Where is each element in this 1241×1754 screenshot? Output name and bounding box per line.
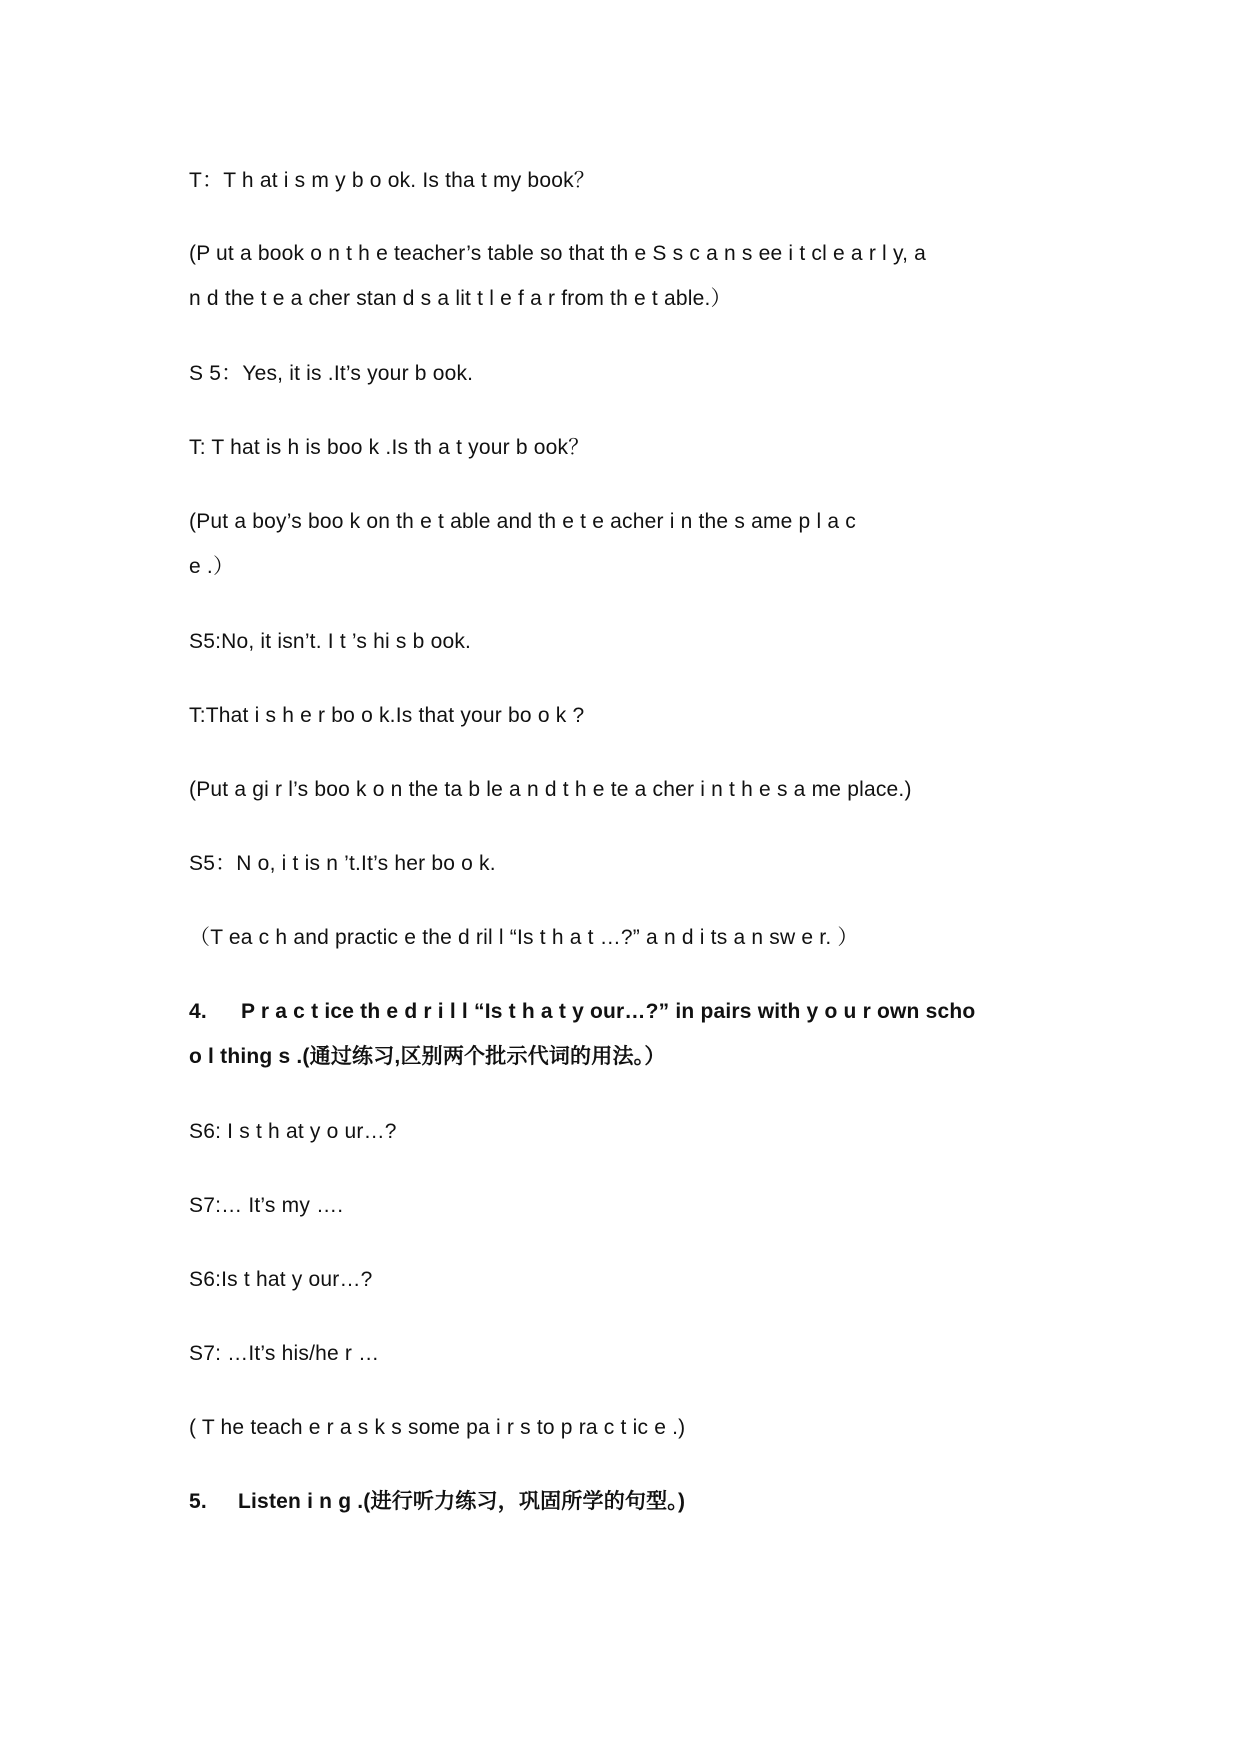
section-4-text-line2: o l thing s .(通过练习,区别两个批示代词的用法。） [189,1045,666,1068]
section-4-number: 4. [189,1000,207,1023]
text-line-teach-and-practice: （T ea c h and practic e the d ril l “Is t h a t …?” a n d i ts a n sw e r. ） [189,926,859,949]
section-5-number: 5. [189,1490,207,1513]
text-line-t-that-is-her-book: T:That i s h e r bo o k.Is that your bo o k ? [189,704,585,727]
text-line-s5-yes: S 5：Yes, it is .It’s your b ook. [189,362,474,385]
section-4-heading [189,999,1069,1025]
text-line-s5-no-her-book: S5：N o, i t is n ’t.It’s her bo o k. [189,852,496,875]
text-line-put-boys-book: (Put a boy’s boo k on th e t able and th e t e acher i n the s ame p l a c [189,510,856,533]
text-line-place-end: e .） [189,555,235,578]
section-4-text-line1: P r a c t ice th e d r i l l “Is t h a t y our…?” in pairs with y o u r own scho [241,1000,976,1023]
section-5-heading [189,1489,1069,1515]
text-line-teacher-asks-pairs: ( T he teach e r a s k s some pa i r s to p ra c t ic e .) [189,1416,686,1439]
text-line-put-girls-book: (Put a gi r l’s boo k o n the ta b le a n d t h e te a cher i n t h e s a me place.) [189,778,912,801]
text-line-s7-his-her: S7: …It’s his/he r … [189,1342,380,1365]
text-line-s6-is-that-your-2: S6:Is t hat y our…? [189,1268,373,1291]
text-line-s7-its-my: S7:… It’s my …. [189,1194,344,1217]
text-line-t-that-is-my-book: T：T h at i s m y b o ok. Is tha t my book？ [189,169,595,192]
text-line-s5-no-his-book: S5:No, it isn’t. I t ’s hi s b ook. [189,630,472,653]
section-5-text: Listen i n g .(进行听力练习，巩固所学的句型。) [238,1490,686,1513]
text-line-s6-is-that-your: S6: I s t h at y o ur…? [189,1120,397,1143]
text-line-teacher-stands-far: n d the t e a cher stan d s a lit t l e f a r from th e t able.） [189,287,732,310]
text-line-t-that-is-his-book: T: T hat is h is boo k .Is th a t your b ook？ [189,436,590,459]
text-line-put-book-on-table: (P ut a book o n t h e teacher’s table so that th e S s c a n s ee i t cl e a r l y, a [189,242,927,265]
